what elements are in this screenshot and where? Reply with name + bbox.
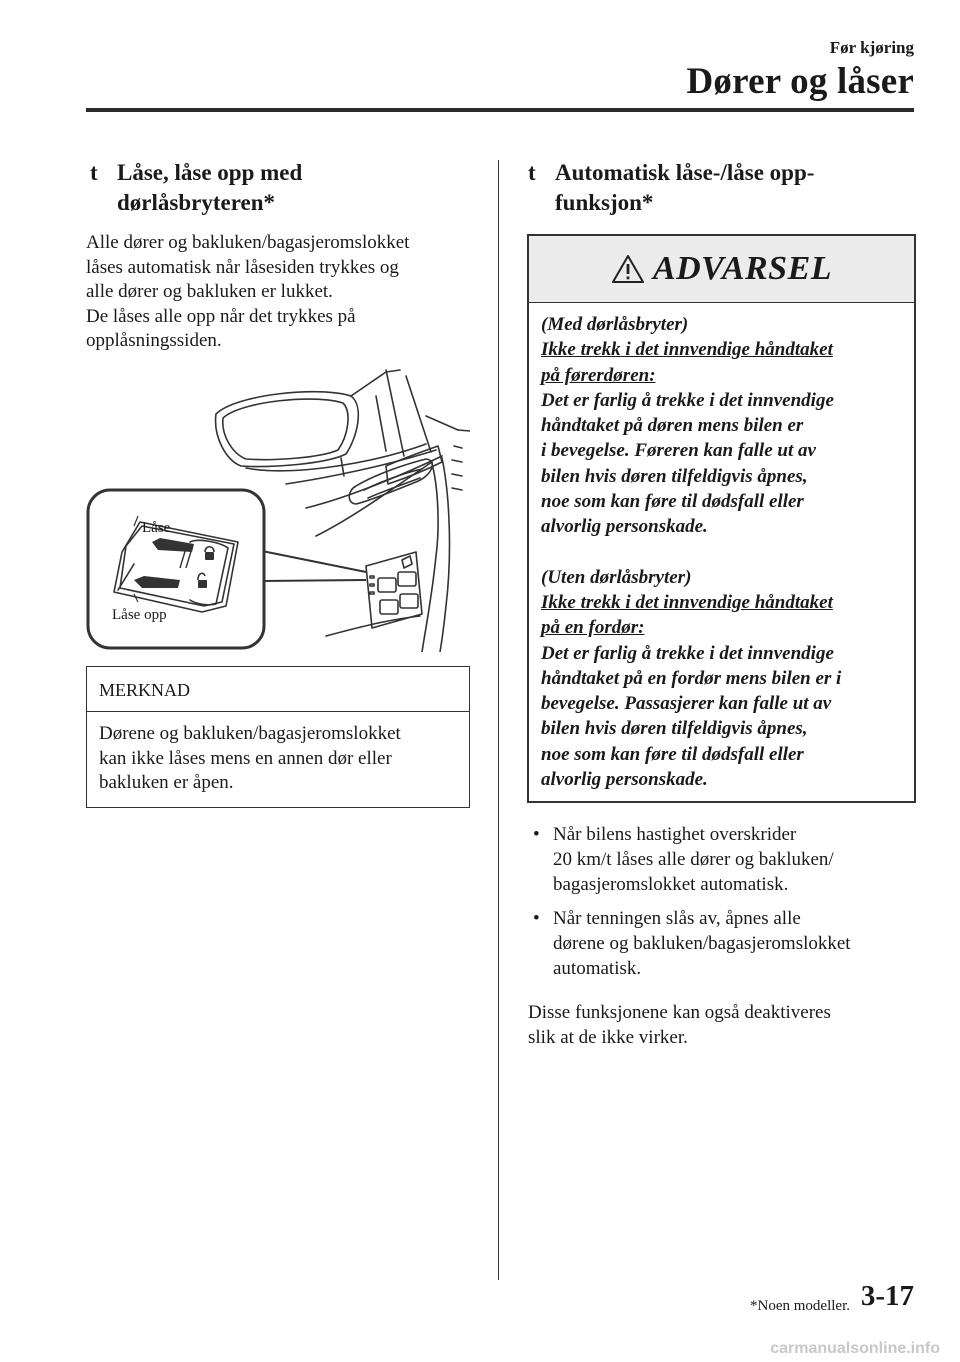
warning-condition: (Med dørlåsbryter) — [541, 314, 689, 335]
warning-line: håndtaket på en fordør mens bilen er i — [541, 667, 842, 689]
list-item-line: dørene og bakluken/bagasjeromslokket — [553, 933, 851, 954]
paragraph-line: Alle dører og bakluken/bagasjeromslokket — [86, 232, 410, 253]
warning-triangle-icon — [611, 254, 645, 284]
paragraph-line: slik at de ikke virker. — [528, 1027, 688, 1048]
warning-line: bilen hvis døren tilfeldigvis åpnes, — [541, 465, 808, 487]
bullet-dot: • — [533, 824, 540, 845]
closing-paragraph — [528, 1000, 918, 1050]
note-line: Dørene og bakluken/bagasjeromslokket — [99, 723, 401, 744]
heading-line: Låse, låse opp med — [117, 160, 303, 185]
list-item-line: 20 km/t låses alle dører og bakluken/ — [553, 849, 834, 870]
unlock-side-label: Låse opp — [112, 607, 167, 623]
heading-line: funksjon* — [555, 190, 654, 215]
note-title: MERKNAD — [87, 667, 469, 712]
warning-line: alvorlig personskade. — [541, 516, 708, 538]
door-illustration-svg — [86, 366, 470, 652]
heading-bullet: t — [528, 160, 536, 185]
warning-line: noe som kan føre til dødsfall eller — [541, 491, 804, 513]
warning-line: Det er farlig å trekke i det innvendige — [541, 389, 834, 411]
left-section-heading — [90, 158, 480, 218]
warning-spacer — [541, 540, 902, 565]
footnote: *Noen modeller. — [750, 1298, 850, 1314]
running-header-section: Før kjøring — [829, 38, 914, 57]
column-divider — [498, 160, 499, 1280]
page-number: 3-17 — [860, 1280, 914, 1312]
warning-line: bevegelse. Passasjerer kan falle ut av — [541, 693, 832, 715]
note-line: kan ikke låses mens en annen dør eller — [99, 747, 392, 769]
paragraph-line: alle dører og bakluken er lukket. — [86, 281, 333, 302]
warning-line: Det er farlig å trekke i det innvendige — [541, 642, 834, 664]
list-item — [530, 906, 920, 981]
warning-line: alvorlig personskade. — [541, 769, 708, 791]
warning-rule: Ikke trekk i det innvendige håndtaket — [541, 591, 833, 613]
heading-line: Automatisk låse-/låse opp- — [555, 160, 815, 185]
warning-condition: (Uten dørlåsbryter) — [541, 566, 692, 588]
paragraph-line: Disse funksjonene kan også deaktiveres — [528, 1002, 831, 1023]
warning-box — [527, 234, 916, 803]
list-item-line: Når tenningen slås av, åpnes alle — [553, 908, 801, 929]
warning-body — [529, 303, 914, 801]
heading-bullet: t — [90, 160, 98, 185]
paragraph-line: opplåsningssiden. — [86, 330, 222, 351]
warning-rule: på en fordør: — [541, 617, 645, 639]
list-item-line: automatisk. — [553, 958, 642, 979]
warning-line: noe som kan føre til dødsfall eller — [541, 743, 804, 765]
warning-label: ADVARSEL — [652, 250, 833, 287]
header-rule — [86, 108, 914, 112]
door-lock-switch-illustration — [86, 366, 470, 652]
bullet-list — [530, 822, 920, 990]
warning-rule: Ikke trekk i det innvendige håndtaket — [541, 339, 833, 361]
warning-line: i bevegelse. Føreren kan falle ut av — [541, 440, 816, 462]
note-line: bakluken er åpen. — [99, 772, 234, 793]
bullet-dot: • — [533, 908, 540, 929]
watermark: carmanualsonline.info — [770, 1340, 940, 1357]
right-section-heading — [528, 158, 918, 218]
warning-header — [529, 236, 914, 303]
note-body — [87, 712, 469, 806]
page-title: Dører og låser — [686, 61, 914, 102]
warning-rule: på førerdøren: — [541, 364, 656, 386]
warning-line: bilen hvis døren tilfeldigvis åpnes, — [541, 718, 808, 740]
paragraph-line: låses automatisk når låsesiden trykkes og — [86, 256, 399, 278]
paragraph-line: De låses alle opp når det trykkes på — [86, 305, 356, 327]
left-paragraph — [86, 231, 476, 354]
list-item-line: bagasjeromslokket automatisk. — [553, 874, 789, 895]
lock-side-label: Låse — [142, 520, 171, 536]
list-item — [530, 822, 920, 897]
warning-line: håndtaket på døren mens bilen er — [541, 415, 804, 437]
list-item-line: Når bilens hastighet overskrider — [553, 824, 797, 845]
note-box — [86, 666, 470, 808]
heading-line: dørlåsbryteren* — [117, 190, 276, 215]
